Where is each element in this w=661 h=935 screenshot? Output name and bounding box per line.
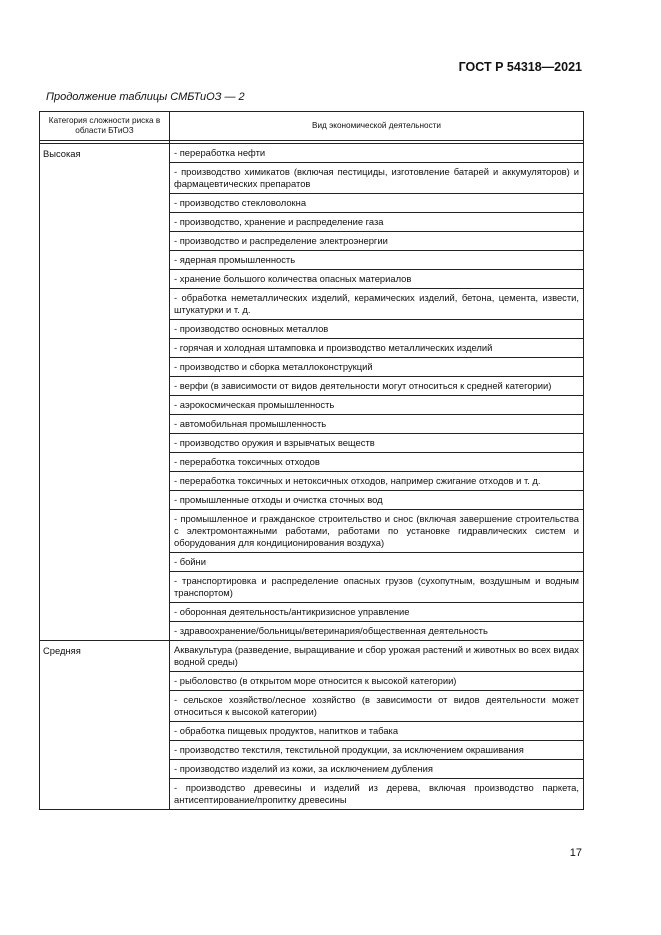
activity-item: - промышленное и гражданское строительство и снос (включая завершение строительства с электромонтажными работами, работами по установке гидравлических систем и оборудования для кондиционирования воздуха): [170, 510, 584, 553]
activity-item: - производство изделий из кожи, за исключением дубления: [170, 760, 584, 779]
activity-item: - бойни: [170, 553, 584, 572]
activity-item: - производство стекловолокна: [170, 194, 584, 213]
activity-item: - промышленные отходы и очистка сточных вод: [170, 491, 584, 510]
activity-item: - производство оружия и взрывчатых веществ: [170, 434, 584, 453]
activity-item: - производство древесины и изделий из дерева, включая производство паркета, антисептирование/пропитку древесины: [170, 779, 584, 810]
table-body: [40, 144, 584, 810]
activity-item: - производство химикатов (включая пестициды, изготовление батарей и аккумуляторов) и фармацевтических препаратов: [170, 163, 584, 194]
activity-item: - переработка токсичных отходов: [170, 453, 584, 472]
table-row: [40, 641, 584, 672]
activity-item: - транспортировка и распределение опасных грузов (сухопутным, воздушным и водным транспортом): [170, 572, 584, 603]
activity-item: - верфи (в зависимости от видов деятельности могут относиться к средней категории): [170, 377, 584, 396]
header-activity: Вид экономической деятельности: [170, 112, 584, 141]
activity-item: - обработка пищевых продуктов, напитков и табака: [170, 722, 584, 741]
activity-item: - оборонная деятельность/антикризисное управление: [170, 603, 584, 622]
activity-item: - обработка неметаллических изделий, керамических изделий, бетона, цемента, извести, штукатурки и т. д.: [170, 289, 584, 320]
activity-item: - переработка токсичных и нетоксичных отходов, например сжигание отходов и т. д.: [170, 472, 584, 491]
activity-item: - аэрокосмическая промышленность: [170, 396, 584, 415]
activity-item: - автомобильная промышленность: [170, 415, 584, 434]
table-caption: Продолжение таблицы СМБТиОЗ — 2: [46, 91, 245, 103]
header-category: Категория сложности риска в области БТиОЗ: [40, 112, 170, 141]
activity-item: - производство и распределение электроэнергии: [170, 232, 584, 251]
activity-item: - ядерная промышленность: [170, 251, 584, 270]
activity-item: - производство, хранение и распределение газа: [170, 213, 584, 232]
category-high: Высокая: [40, 144, 170, 641]
category-medium: Средняя: [40, 641, 170, 810]
table-row: [40, 144, 584, 163]
activity-item: - сельское хозяйство/лесное хозяйство (в зависимости от видов деятельности может относиться к высокой категории): [170, 691, 584, 722]
activity-item: Аквакультура (разведение, выращивание и сбор урожая растений и животных во всех видах водной среды): [170, 641, 584, 672]
standard-header: ГОСТ Р 54318—2021: [458, 60, 582, 74]
activity-item: - рыболовство (в открытом море относится к высокой категории): [170, 672, 584, 691]
activity-item: - производство основных металлов: [170, 320, 584, 339]
page-number: 17: [569, 847, 582, 859]
activity-item: - здравоохранение/больницы/ветеринария/общественная деятельность: [170, 622, 584, 641]
activity-item: - переработка нефти: [170, 144, 584, 163]
risk-category-table: [39, 111, 584, 810]
activity-item: - горячая и холодная штамповка и производство металлических изделий: [170, 339, 584, 358]
activity-item: - производство и сборка металлоконструкций: [170, 358, 584, 377]
activity-item: - хранение большого количества опасных материалов: [170, 270, 584, 289]
activity-item: - производство текстиля, текстильной продукции, за исключением окрашивания: [170, 741, 584, 760]
table-header-row: [40, 112, 584, 141]
